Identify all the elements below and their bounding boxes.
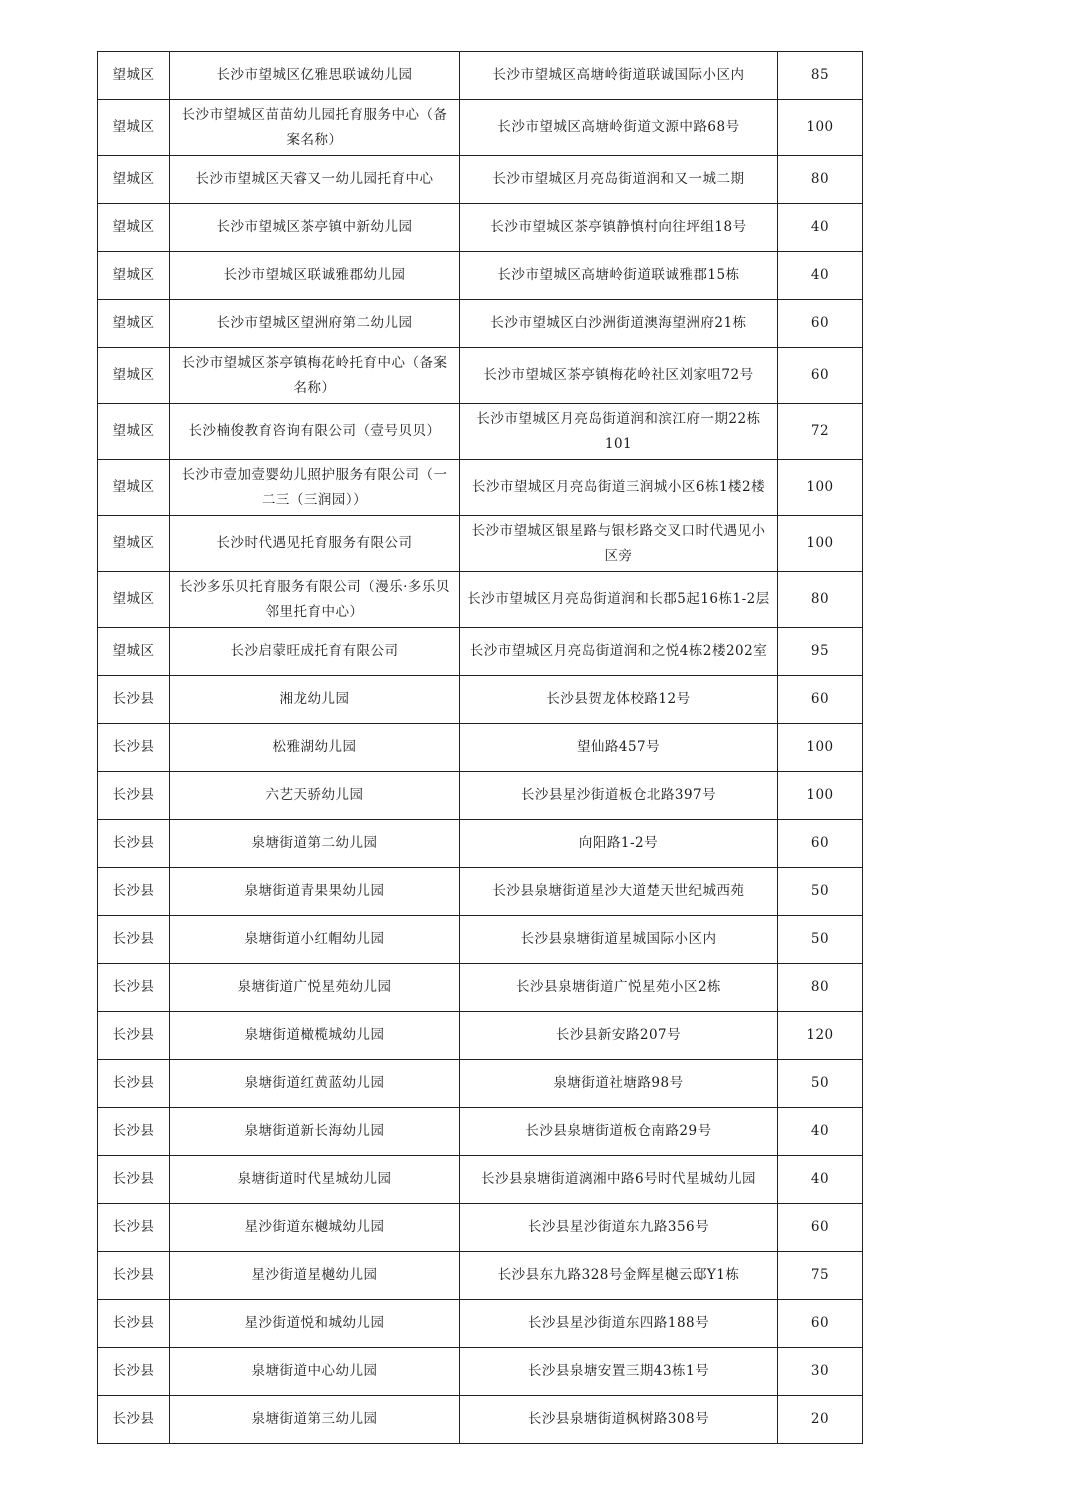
capacity-cell: 60	[778, 820, 863, 868]
address-cell: 长沙县东九路328号金辉星樾云邸Y1栋	[460, 1252, 778, 1300]
address-cell: 长沙市望城区月亮岛街道润和长郡5起16栋1-2层	[460, 572, 778, 628]
table-row	[98, 1156, 863, 1204]
institution-name-cell: 星沙街道东樾城幼儿园	[170, 1204, 460, 1252]
table-row	[98, 1204, 863, 1252]
institution-name-cell: 长沙市望城区亿雅思联诚幼儿园	[170, 52, 460, 100]
table-row	[98, 204, 863, 252]
district-cell: 长沙县	[98, 1396, 170, 1444]
address-cell: 长沙市望城区银星路与银杉路交叉口时代遇见小区旁	[460, 516, 778, 572]
district-cell: 长沙县	[98, 1108, 170, 1156]
table-row	[98, 348, 863, 404]
address-cell: 长沙县星沙街道板仓北路397号	[460, 772, 778, 820]
table-row	[98, 1108, 863, 1156]
table-row	[98, 460, 863, 516]
district-cell: 长沙县	[98, 1204, 170, 1252]
address-cell: 长沙市望城区白沙洲街道澳海望洲府21栋	[460, 300, 778, 348]
table-row	[98, 964, 863, 1012]
district-cell: 长沙县	[98, 916, 170, 964]
capacity-cell: 85	[778, 52, 863, 100]
institution-name-cell: 长沙市望城区苗苗幼儿园托育服务中心（备案名称）	[170, 100, 460, 156]
district-cell: 望城区	[98, 300, 170, 348]
district-cell: 望城区	[98, 252, 170, 300]
capacity-cell: 50	[778, 868, 863, 916]
district-cell: 长沙县	[98, 1060, 170, 1108]
capacity-cell: 72	[778, 404, 863, 460]
institution-name-cell: 松雅湖幼儿园	[170, 724, 460, 772]
table-row	[98, 1300, 863, 1348]
table-row	[98, 628, 863, 676]
institution-name-cell: 泉塘街道青果果幼儿园	[170, 868, 460, 916]
district-cell: 望城区	[98, 100, 170, 156]
address-cell: 长沙市望城区月亮岛街道三润城小区6栋1楼2楼	[460, 460, 778, 516]
institution-name-cell: 长沙市壹加壹婴幼儿照护服务有限公司（一二三（三润园））	[170, 460, 460, 516]
institution-name-cell: 长沙市望城区茶亭镇梅花岭托育中心（备案名称）	[170, 348, 460, 404]
capacity-cell: 60	[778, 676, 863, 724]
capacity-cell: 75	[778, 1252, 863, 1300]
table-row	[98, 1252, 863, 1300]
address-cell: 望仙路457号	[460, 724, 778, 772]
address-cell: 长沙市望城区月亮岛街道润和又一城二期	[460, 156, 778, 204]
institution-name-cell: 泉塘街道橄榄城幼儿园	[170, 1012, 460, 1060]
capacity-cell: 100	[778, 724, 863, 772]
address-cell: 长沙县泉塘街道漓湘中路6号时代星城幼儿园	[460, 1156, 778, 1204]
institution-name-cell: 长沙启蒙旺成托育有限公司	[170, 628, 460, 676]
district-cell: 长沙县	[98, 868, 170, 916]
district-cell: 望城区	[98, 404, 170, 460]
table-row	[98, 100, 863, 156]
address-cell: 长沙县泉塘街道枫树路308号	[460, 1396, 778, 1444]
capacity-cell: 50	[778, 1060, 863, 1108]
address-cell: 长沙县泉塘街道板仓南路29号	[460, 1108, 778, 1156]
capacity-cell: 60	[778, 1300, 863, 1348]
table-row	[98, 156, 863, 204]
district-cell: 望城区	[98, 348, 170, 404]
capacity-cell: 60	[778, 348, 863, 404]
institution-name-cell: 长沙多乐贝托育服务有限公司（漫乐·多乐贝邻里托育中心）	[170, 572, 460, 628]
table-row	[98, 724, 863, 772]
address-cell: 长沙县星沙街道东九路356号	[460, 1204, 778, 1252]
institution-name-cell: 星沙街道悦和城幼儿园	[170, 1300, 460, 1348]
institution-name-cell: 长沙市望城区望洲府第二幼儿园	[170, 300, 460, 348]
capacity-cell: 60	[778, 1204, 863, 1252]
table-row	[98, 572, 863, 628]
table-row	[98, 516, 863, 572]
address-cell: 长沙县新安路207号	[460, 1012, 778, 1060]
capacity-cell: 80	[778, 964, 863, 1012]
childcare-institutions-table	[97, 51, 863, 1444]
table-row	[98, 300, 863, 348]
address-cell: 长沙市望城区月亮岛街道润和滨江府一期22栋101	[460, 404, 778, 460]
address-cell: 长沙市望城区高塘岭街道联诚国际小区内	[460, 52, 778, 100]
table-row	[98, 772, 863, 820]
table-row	[98, 404, 863, 460]
institution-name-cell: 长沙市望城区茶亭镇中新幼儿园	[170, 204, 460, 252]
institution-name-cell: 泉塘街道中心幼儿园	[170, 1348, 460, 1396]
institution-name-cell: 泉塘街道时代星城幼儿园	[170, 1156, 460, 1204]
district-cell: 望城区	[98, 628, 170, 676]
capacity-cell: 100	[778, 460, 863, 516]
address-cell: 长沙市望城区月亮岛街道润和之悦4栋2楼202室	[460, 628, 778, 676]
address-cell: 长沙县泉塘安置三期43栋1号	[460, 1348, 778, 1396]
table-row	[98, 52, 863, 100]
institution-name-cell: 泉塘街道广悦星苑幼儿园	[170, 964, 460, 1012]
district-cell: 望城区	[98, 156, 170, 204]
address-cell: 长沙市望城区高塘岭街道联诚雅郡15栋	[460, 252, 778, 300]
table-row	[98, 1348, 863, 1396]
institution-name-cell: 长沙市望城区天睿又一幼儿园托育中心	[170, 156, 460, 204]
address-cell: 长沙市望城区茶亭镇梅花岭社区刘家咀72号	[460, 348, 778, 404]
district-cell: 长沙县	[98, 1156, 170, 1204]
capacity-cell: 40	[778, 1108, 863, 1156]
table-row	[98, 1396, 863, 1444]
address-cell: 长沙县泉塘街道广悦星苑小区2栋	[460, 964, 778, 1012]
capacity-cell: 60	[778, 300, 863, 348]
address-cell: 长沙市望城区高塘岭街道文源中路68号	[460, 100, 778, 156]
capacity-cell: 30	[778, 1348, 863, 1396]
institution-name-cell: 六艺天骄幼儿园	[170, 772, 460, 820]
institution-name-cell: 泉塘街道红黄蓝幼儿园	[170, 1060, 460, 1108]
address-cell: 向阳路1-2号	[460, 820, 778, 868]
capacity-cell: 100	[778, 516, 863, 572]
district-cell: 长沙县	[98, 1348, 170, 1396]
district-cell: 长沙县	[98, 724, 170, 772]
capacity-cell: 50	[778, 916, 863, 964]
institution-name-cell: 泉塘街道第二幼儿园	[170, 820, 460, 868]
table-row	[98, 868, 863, 916]
district-cell: 望城区	[98, 52, 170, 100]
institution-name-cell: 湘龙幼儿园	[170, 676, 460, 724]
institution-name-cell: 星沙街道星樾幼儿园	[170, 1252, 460, 1300]
address-cell: 长沙县泉塘街道星沙大道楚天世纪城西苑	[460, 868, 778, 916]
district-cell: 望城区	[98, 516, 170, 572]
district-cell: 长沙县	[98, 1252, 170, 1300]
district-cell: 长沙县	[98, 772, 170, 820]
district-cell: 长沙县	[98, 820, 170, 868]
district-cell: 长沙县	[98, 1300, 170, 1348]
district-cell: 长沙县	[98, 676, 170, 724]
address-cell: 长沙县贺龙体校路12号	[460, 676, 778, 724]
institution-name-cell: 长沙楠俊教育咨询有限公司（壹号贝贝）	[170, 404, 460, 460]
address-cell: 长沙市望城区茶亭镇静慎村向往坪组18号	[460, 204, 778, 252]
table-row	[98, 820, 863, 868]
capacity-cell: 95	[778, 628, 863, 676]
capacity-cell: 120	[778, 1012, 863, 1060]
district-cell: 望城区	[98, 204, 170, 252]
address-cell: 泉塘街道社塘路98号	[460, 1060, 778, 1108]
capacity-cell: 80	[778, 156, 863, 204]
district-cell: 长沙县	[98, 1012, 170, 1060]
capacity-cell: 40	[778, 1156, 863, 1204]
table-row	[98, 252, 863, 300]
district-cell: 长沙县	[98, 964, 170, 1012]
address-cell: 长沙县泉塘街道星城国际小区内	[460, 916, 778, 964]
capacity-cell: 100	[778, 772, 863, 820]
table-row	[98, 1060, 863, 1108]
district-cell: 望城区	[98, 572, 170, 628]
capacity-cell: 40	[778, 252, 863, 300]
capacity-cell: 80	[778, 572, 863, 628]
institution-name-cell: 泉塘街道小红帽幼儿园	[170, 916, 460, 964]
institution-name-cell: 长沙时代遇见托育服务有限公司	[170, 516, 460, 572]
address-cell: 长沙县星沙街道东四路188号	[460, 1300, 778, 1348]
table-body	[98, 52, 863, 1444]
table-row	[98, 916, 863, 964]
capacity-cell: 40	[778, 204, 863, 252]
capacity-cell: 100	[778, 100, 863, 156]
district-cell: 望城区	[98, 460, 170, 516]
institution-name-cell: 泉塘街道新长海幼儿园	[170, 1108, 460, 1156]
institution-name-cell: 泉塘街道第三幼儿园	[170, 1396, 460, 1444]
table-row	[98, 1012, 863, 1060]
table-row	[98, 676, 863, 724]
institution-name-cell: 长沙市望城区联诚雅郡幼儿园	[170, 252, 460, 300]
capacity-cell: 20	[778, 1396, 863, 1444]
